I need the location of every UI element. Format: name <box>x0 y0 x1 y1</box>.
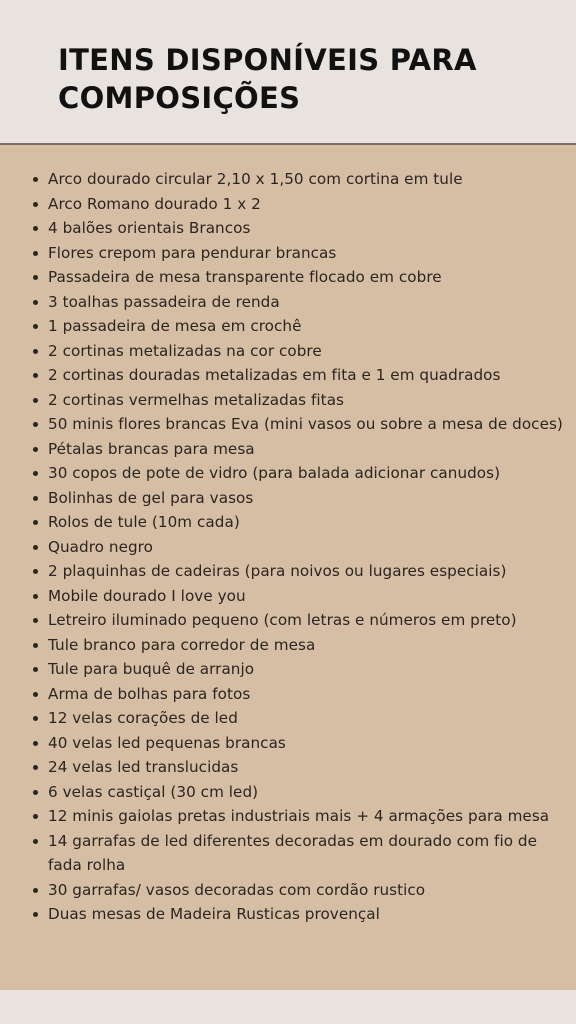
list-item <box>48 461 568 486</box>
list-item-text: Mobile dourado I love you <box>48 586 246 605</box>
list-item <box>48 388 568 413</box>
list-item <box>48 412 568 437</box>
list-item <box>48 584 568 609</box>
list-item-text: Quadro negro <box>48 537 153 556</box>
list-item-text: 2 plaquinhas de cadeiras (para noivos ou lugares especiais) <box>48 562 507 580</box>
list-item-text: Passadeira de mesa transparente flocado em cobre <box>48 268 442 286</box>
bullet-icon <box>33 594 38 599</box>
bullet-icon <box>33 398 38 403</box>
list-item <box>48 829 568 878</box>
list-item <box>48 265 568 290</box>
bullet-icon <box>33 790 38 795</box>
list-item <box>48 682 568 707</box>
bullet-icon <box>33 496 38 501</box>
list-item <box>48 902 568 927</box>
bullet-icon <box>33 545 38 550</box>
list-item <box>48 216 568 241</box>
page-title: ITENS DISPONÍVEIS PARA COMPOSIÇÕES <box>58 43 477 115</box>
list-item <box>48 437 568 462</box>
list-item-text: Tule para buquê de arranjo <box>48 660 255 678</box>
list-item-text: Pétalas brancas para mesa <box>48 439 255 458</box>
list-item <box>48 510 568 535</box>
list-item <box>48 804 568 829</box>
list-item-text: 30 copos de pote de vidro (para balada adicionar canudos) <box>48 464 501 482</box>
list-item-text: 4 balões orientais Brancos <box>48 219 251 237</box>
list-item-text: 6 velas castiçal (30 cm led) <box>48 782 259 801</box>
bullet-icon <box>33 422 38 427</box>
list-item-text: Bolinhas de gel para vasos <box>48 488 254 507</box>
bullet-icon <box>33 251 38 256</box>
list-item <box>48 192 568 217</box>
header <box>0 0 576 143</box>
list-item <box>48 633 568 658</box>
bullet-icon <box>33 667 38 672</box>
list-item-text: 40 velas led pequenas brancas <box>48 733 286 752</box>
bullet-icon <box>33 888 38 893</box>
bullet-icon <box>33 814 38 819</box>
bullet-icon <box>33 741 38 746</box>
list-item-text: 14 garrafas de led diferentes decoradas em dourado com fio de fada rolha <box>48 831 538 874</box>
bullet-icon <box>33 373 38 378</box>
bullet-icon <box>33 471 38 476</box>
list-item-text: Arco dourado circular 2,10 x 1,50 com cortina em tule <box>48 170 463 188</box>
list-item-text: Tule branco para corredor de mesa <box>48 635 316 654</box>
list-item <box>48 535 568 560</box>
bullet-icon <box>33 643 38 648</box>
list-item <box>48 731 568 756</box>
bullet-icon <box>33 569 38 574</box>
list-item-text: 12 minis gaiolas pretas industriais mais + 4 armações para mesa <box>48 807 550 825</box>
bullet-icon <box>33 618 38 623</box>
bullet-icon <box>33 912 38 917</box>
list-item <box>48 559 568 584</box>
list-item-text: Letreiro iluminado pequeno (com letras e números em preto) <box>48 611 517 629</box>
list-item <box>48 780 568 805</box>
list-item <box>48 608 568 633</box>
list-item <box>48 363 568 388</box>
bullet-icon <box>33 177 38 182</box>
item-list <box>48 167 568 927</box>
list-item-text: 2 cortinas vermelhas metalizadas fitas <box>48 390 345 409</box>
list-item-text: 2 cortinas metalizadas na cor cobre <box>48 341 322 360</box>
bullet-icon <box>33 765 38 770</box>
bullet-icon <box>33 324 38 329</box>
list-item <box>48 314 568 339</box>
list-item-text: Rolos de tule (10m cada) <box>48 513 240 531</box>
bullet-icon <box>33 300 38 305</box>
list-item-text: 12 velas corações de led <box>48 709 238 727</box>
list-item-text: Duas mesas de Madeira Rusticas provençal <box>48 905 380 923</box>
list-item-text: Arma de bolhas para fotos <box>48 684 251 703</box>
list-item-text: Flores crepom para pendurar brancas <box>48 243 337 262</box>
bullet-icon <box>33 692 38 697</box>
list-item <box>48 339 568 364</box>
bullet-icon <box>33 202 38 207</box>
bullet-icon <box>33 349 38 354</box>
list-item <box>48 878 568 903</box>
items-panel <box>0 145 576 990</box>
bullet-icon <box>33 447 38 452</box>
footer-band <box>0 990 576 1024</box>
list-item <box>48 486 568 511</box>
list-item-text: Arco Romano dourado 1 x 2 <box>48 194 261 213</box>
list-item <box>48 706 568 731</box>
list-item-text: 2 cortinas douradas metalizadas em fita e 1 em quadrados <box>48 366 501 384</box>
list-item-text: 24 velas led translucidas <box>48 758 239 776</box>
list-item-text: 30 garrafas/ vasos decoradas com cordão rustico <box>48 880 426 899</box>
bullet-icon <box>33 716 38 721</box>
bullet-icon <box>33 520 38 525</box>
bullet-icon <box>33 275 38 280</box>
list-item-text: 3 toalhas passadeira de renda <box>48 292 280 311</box>
bullet-icon <box>33 839 38 844</box>
list-item <box>48 241 568 266</box>
list-item <box>48 657 568 682</box>
list-item <box>48 755 568 780</box>
bullet-icon <box>33 226 38 231</box>
list-item <box>48 167 568 192</box>
list-item <box>48 290 568 315</box>
list-item-text: 1 passadeira de mesa em crochê <box>48 317 302 335</box>
list-item-text: 50 minis flores brancas Eva (mini vasos ou sobre a mesa de doces) <box>48 415 563 433</box>
